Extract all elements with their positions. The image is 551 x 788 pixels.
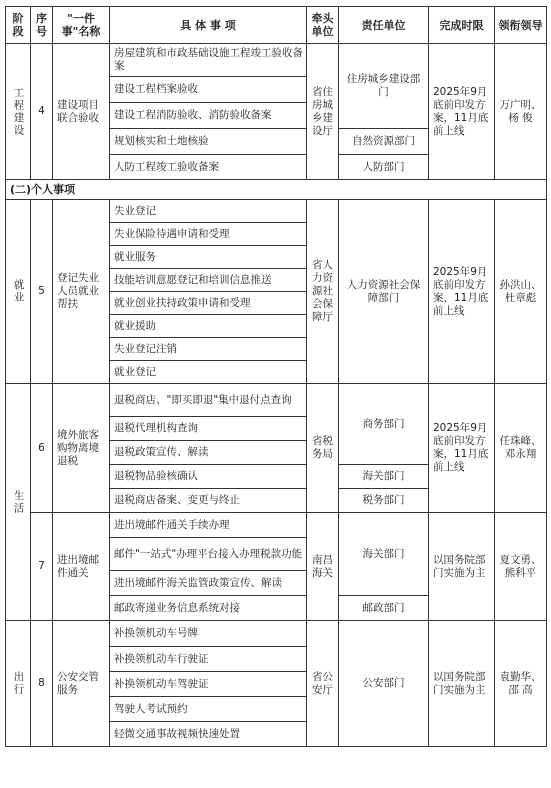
resp-unit-cell: 海关部门 bbox=[339, 513, 429, 596]
task-cell: 规划核实和土地核验 bbox=[110, 129, 307, 155]
table-row bbox=[6, 513, 547, 538]
lead-unit-cell: 省公安厅 bbox=[307, 621, 339, 747]
task-cell: 退税物品验核确认 bbox=[110, 465, 307, 489]
task-cell: 退税商店备案、变更与终止 bbox=[110, 489, 307, 513]
task-cell: 补换领机动车驾驶证 bbox=[110, 672, 307, 697]
deadline-cell: 以国务院部门实施为主 bbox=[429, 513, 495, 621]
leader-cell: 袁勤华、邵 高 bbox=[495, 621, 547, 747]
resp-unit-cell: 商务部门 bbox=[339, 384, 429, 465]
header-deadline: 完成时限 bbox=[429, 7, 495, 44]
lead-unit-cell: 省税务局 bbox=[307, 384, 339, 513]
header-row bbox=[6, 7, 547, 44]
deadline-cell: 2025年9月底前印发方案，11月底前上线 bbox=[429, 200, 495, 384]
item-name-cell: 登记失业人员就业帮扶 bbox=[53, 200, 110, 384]
seq-cell: 5 bbox=[31, 200, 53, 384]
leader-cell: 孙洪山、杜章彪 bbox=[495, 200, 547, 384]
resp-unit-cell: 公安部门 bbox=[339, 621, 429, 747]
deadline-cell: 2025年9月底前印发方案，11月底前上线 bbox=[429, 44, 495, 180]
task-cell: 进出境邮件通关手续办理 bbox=[110, 513, 307, 538]
seq-cell: 7 bbox=[31, 513, 53, 621]
item-name-cell: 境外旅客购物离境退税 bbox=[53, 384, 110, 513]
leader-cell: 万广明、杨 俊 bbox=[495, 44, 547, 180]
phase-cell: 工程建设 bbox=[6, 44, 31, 180]
task-cell: 进出境邮件海关监管政策宣传、解读 bbox=[110, 571, 307, 596]
section-title: (二)个人事项 bbox=[6, 180, 547, 200]
task-cell: 就业登记 bbox=[110, 361, 307, 384]
seq-cell: 8 bbox=[31, 621, 53, 747]
header-specifics: 具 体 事 项 bbox=[110, 7, 307, 44]
resp-unit-cell: 海关部门 bbox=[339, 465, 429, 489]
resp-unit-cell: 人力资源社会保障部门 bbox=[339, 200, 429, 384]
item-name-cell: 进出境邮件通关 bbox=[53, 513, 110, 621]
resp-unit-cell: 税务部门 bbox=[339, 489, 429, 513]
task-cell: 就业援助 bbox=[110, 315, 307, 338]
task-cell: 退税代理机构查询 bbox=[110, 417, 307, 441]
phase-cell: 生活 bbox=[6, 384, 31, 621]
task-cell: 补换领机动车行驶证 bbox=[110, 647, 307, 672]
task-cell: 邮件"一站式"办理平台接入办理税款功能 bbox=[110, 538, 307, 571]
task-cell: 就业创业扶持政策申请和受理 bbox=[110, 292, 307, 315]
task-cell: 轻微交通事故视频快速处置 bbox=[110, 722, 307, 747]
table-row bbox=[6, 200, 547, 223]
task-cell: 失业保险待遇申请和受理 bbox=[110, 223, 307, 246]
header-resp-unit: 责任单位 bbox=[339, 7, 429, 44]
section-row bbox=[6, 180, 547, 200]
item-name-cell: 建设项目联合验收 bbox=[53, 44, 110, 180]
task-cell: 邮政寄递业务信息系统对接 bbox=[110, 596, 307, 621]
task-cell: 建设工程消防验收、消防验收备案 bbox=[110, 103, 307, 129]
header-item-name: "一件事"名称 bbox=[53, 7, 110, 44]
task-cell: 房屋建筑和市政基础设施工程竣工验收备案 bbox=[110, 44, 307, 77]
header-lead-unit: 牵头单位 bbox=[307, 7, 339, 44]
resp-unit-cell: 自然资源部门 bbox=[339, 129, 429, 155]
deadline-cell: 以国务院部门实施为主 bbox=[429, 621, 495, 747]
resp-unit-cell: 住房城乡建设部门 bbox=[339, 44, 429, 129]
task-table bbox=[5, 6, 547, 747]
task-cell: 就业服务 bbox=[110, 246, 307, 269]
table-row bbox=[6, 621, 547, 647]
task-cell: 技能培训意愿登记和培训信息推送 bbox=[110, 269, 307, 292]
task-cell: 失业登记注销 bbox=[110, 338, 307, 361]
task-cell: 退税商店、"即买即退"集中退付点查询 bbox=[110, 384, 307, 417]
leader-cell: 夏文勇、熊科平 bbox=[495, 513, 547, 621]
task-cell: 建设工程档案验收 bbox=[110, 77, 307, 103]
header-phase: 阶段 bbox=[6, 7, 31, 44]
task-cell: 人防工程竣工验收备案 bbox=[110, 155, 307, 180]
lead-unit-cell: 省住房城乡建设厅 bbox=[307, 44, 339, 180]
seq-cell: 6 bbox=[31, 384, 53, 513]
resp-unit-cell: 邮政部门 bbox=[339, 596, 429, 621]
seq-cell: 4 bbox=[31, 44, 53, 180]
table-row bbox=[6, 44, 547, 77]
item-name-cell: 公安交管服务 bbox=[53, 621, 110, 747]
lead-unit-cell: 南昌海关 bbox=[307, 513, 339, 621]
task-cell: 退税政策宣传、解读 bbox=[110, 441, 307, 465]
lead-unit-cell: 省人力资源社会保障厅 bbox=[307, 200, 339, 384]
resp-unit-cell: 人防部门 bbox=[339, 155, 429, 180]
task-cell: 失业登记 bbox=[110, 200, 307, 223]
header-seq: 序号 bbox=[31, 7, 53, 44]
leader-cell: 任珠峰、邓永翔 bbox=[495, 384, 547, 513]
task-cell: 驾驶人考试预约 bbox=[110, 697, 307, 722]
phase-cell: 出行 bbox=[6, 621, 31, 747]
phase-cell: 就业 bbox=[6, 200, 31, 384]
header-leader: 领衔领导 bbox=[495, 7, 547, 44]
table-row bbox=[6, 384, 547, 417]
task-cell: 补换领机动车号牌 bbox=[110, 621, 307, 647]
deadline-cell: 2025年9月底前印发方案，11月底前上线 bbox=[429, 384, 495, 513]
